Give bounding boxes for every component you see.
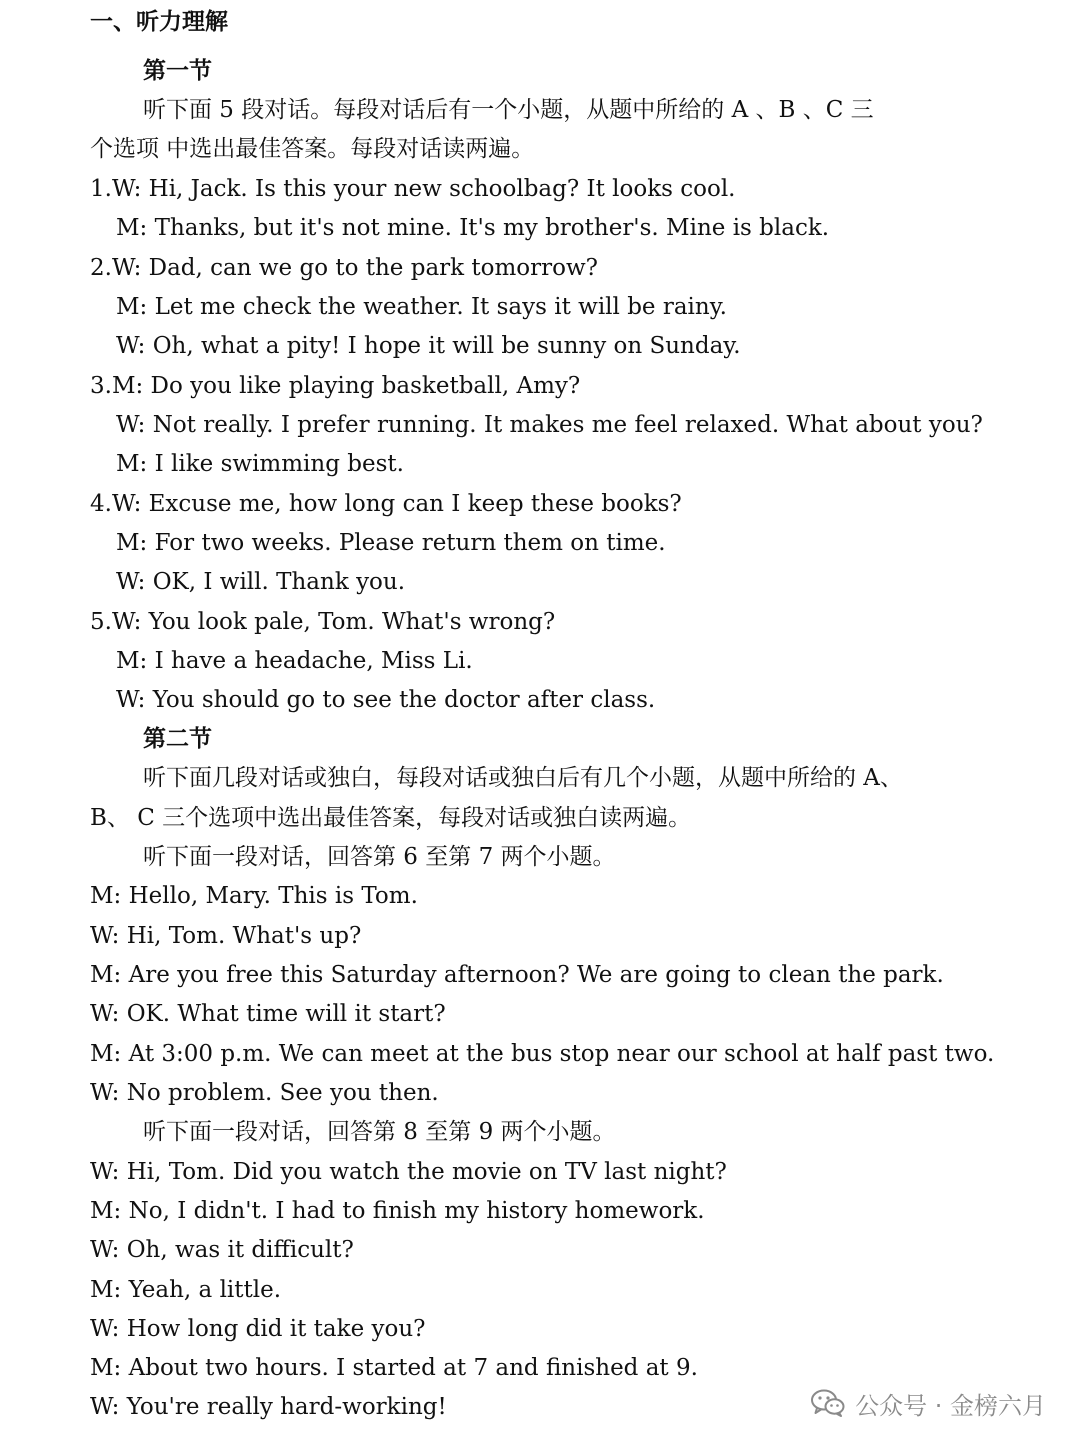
section-title: 一、听力理解 — [90, 8, 228, 35]
dialogue-line: W: You're really hard-working! — [90, 1394, 447, 1420]
part2-instruction-line-1: 听下面几段对话或独白，每段对话或独白后有几个小题，从题中所给的 A、 — [143, 765, 903, 791]
dialogue-line: W: Hi, Tom. Did you watch the movie on TV last night? — [90, 1159, 727, 1185]
part2-instruction-line-2: B、 C 三个选项中选出最佳答案，每段对话或独白读两遍。 — [90, 805, 692, 831]
watermark-text: 公众号 · 金榜六月 — [855, 1391, 1046, 1420]
dialogue-line: M: At 3:00 p.m. We can meet at the bus stop near our school at half past two. — [90, 1041, 995, 1067]
dialogue-line: M: Are you free this Saturday afternoon? We are going to clean the park. — [90, 962, 944, 988]
dialogue-line: W: How long did it take you? — [90, 1316, 426, 1342]
watermark — [811, 1386, 1046, 1420]
dialogue-line: W: Oh, what a pity! I hope it will be sunny on Sunday. — [116, 333, 741, 359]
dialogue-line: 4.W: Excuse me, how long can I keep these books? — [90, 491, 682, 517]
part1-instruction-line-2: 个选项 中选出最佳答案。每段对话读两遍。 — [90, 136, 535, 162]
dialogue-line: 2.W: Dad, can we go to the park tomorrow? — [90, 255, 599, 281]
dialogue-line: W: You should go to see the doctor after class. — [116, 687, 656, 713]
dialogue-line: M: I like swimming best. — [116, 451, 404, 477]
question-prompt-6-7: 听下面一段对话，回答第 6 至第 7 两个小题。 — [143, 844, 616, 870]
dialogue-line: 1.W: Hi, Jack. Is this your new schoolbag? It looks cool. — [90, 176, 736, 202]
dialogue-line: W: Hi, Tom. What's up? — [90, 923, 362, 949]
wechat-icon — [811, 1389, 845, 1417]
part2-heading: 第二节 — [143, 725, 212, 752]
dialogue-line: M: About two hours. I started at 7 and finished at 9. — [90, 1355, 698, 1381]
dialogue-line: M: Yeah, a little. — [90, 1277, 282, 1303]
dialogue-line: M: Thanks, but it's not mine. It's my brother's. Mine is black. — [116, 215, 830, 241]
dialogue-line: M: No, I didn't. I had to finish my history homework. — [90, 1198, 705, 1224]
dialogue-line: M: Hello, Mary. This is Tom. — [90, 883, 418, 909]
dialogue-line: W: No problem. See you then. — [90, 1080, 439, 1106]
dialogue-line: 3.M: Do you like playing basketball, Amy? — [90, 373, 581, 399]
dialogue-line: 5.W: You look pale, Tom. What's wrong? — [90, 609, 556, 635]
dialogue-line: W: Oh, was it difficult? — [90, 1237, 354, 1263]
dialogue-line: M: Let me check the weather. It says it will be rainy. — [116, 294, 727, 320]
dialogue-line: M: For two weeks. Please return them on time. — [116, 530, 666, 556]
dialogue-line: W: OK. What time will it start? — [90, 1001, 446, 1027]
part1-instruction-line-1: 听下面 5 段对话。每段对话后有一个小题，从题中所给的 A 、B 、C 三 — [143, 97, 874, 123]
question-prompt-8-9: 听下面一段对话，回答第 8 至第 9 两个小题。 — [143, 1119, 616, 1145]
dialogue-line: W: OK, I will. Thank you. — [116, 569, 406, 595]
part1-heading: 第一节 — [143, 57, 212, 84]
dialogue-line: W: Not really. I prefer running. It makes me feel relaxed. What about you? — [116, 412, 983, 438]
dialogue-line: M: I have a headache, Miss Li. — [116, 648, 473, 674]
